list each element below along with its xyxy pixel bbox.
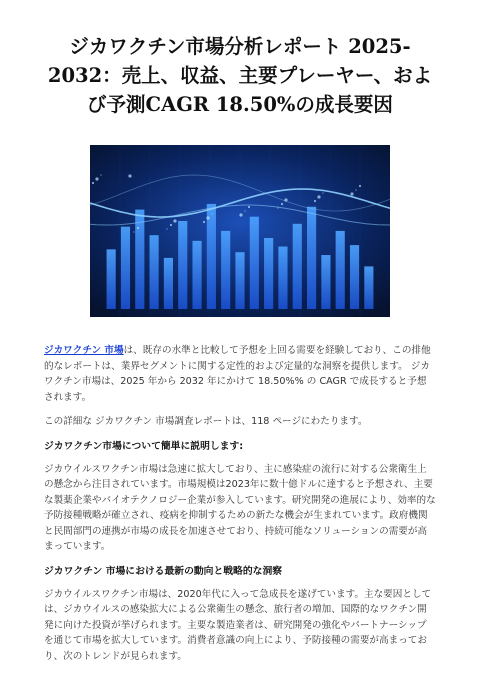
hero-glow-dot bbox=[203, 221, 205, 223]
hero-glow-dot bbox=[206, 216, 209, 219]
hero-glow-dot bbox=[100, 174, 101, 175]
section-heading-trends: ジカワクチン 市場における最新の動向と戦略的な洞察 bbox=[44, 565, 283, 577]
hero-glow-dot bbox=[239, 213, 242, 216]
hero-bar bbox=[321, 255, 330, 309]
hero-glow-dot bbox=[314, 200, 316, 202]
hero-bar bbox=[135, 210, 144, 309]
hero-bar bbox=[235, 252, 244, 309]
hero-glow-dot bbox=[244, 210, 245, 211]
hero-glow-dot bbox=[173, 219, 176, 222]
hero-bar bbox=[278, 247, 287, 309]
hero-glow-dot bbox=[248, 206, 250, 208]
hero-bar bbox=[364, 266, 373, 309]
hero-glow-dot bbox=[350, 192, 353, 195]
hero-bar bbox=[221, 231, 230, 309]
hero-bar bbox=[207, 204, 216, 309]
hero-bar bbox=[307, 207, 316, 309]
hero-glow-dot bbox=[128, 174, 131, 177]
section-body-trends: ジカウイルスワクチン市場は、2020年代に入って急成長を遂げています。主な要因としては、ジカウイルスの感染拡大による公衆衛生の懸念、旅行者の増加、国際的なワクチン開発に向けた投資が挙げられます。主要な製造業者は、研究開発の強化やパートナーシップを通じて市場を拡大しています。消費者意識の向上により、予防接種の需要が高まっており、次のトレンドが見られます。 bbox=[44, 588, 432, 662]
market-link[interactable]: ジカワクチン 市場 bbox=[44, 345, 124, 356]
hero-glow-dot bbox=[277, 207, 278, 208]
hero-glow-dot bbox=[322, 192, 323, 193]
hero-bar bbox=[293, 224, 302, 309]
hero-glow-dot bbox=[317, 195, 320, 198]
intro-paragraph bbox=[44, 343, 436, 405]
hero-glow-dot bbox=[92, 182, 94, 184]
hero-bar bbox=[107, 249, 116, 309]
hero-glow-dot bbox=[137, 227, 139, 229]
hero-bar bbox=[264, 238, 273, 309]
hero-bar bbox=[336, 231, 345, 309]
hero-glow-dot bbox=[170, 224, 172, 226]
hero-bar bbox=[350, 245, 359, 309]
hero-bar bbox=[164, 258, 173, 309]
hero-glow-dot bbox=[281, 203, 283, 205]
hero-glow-dot bbox=[355, 189, 356, 190]
hero-glow-dot bbox=[95, 177, 98, 180]
hero-bar bbox=[150, 235, 159, 309]
hero-bar bbox=[121, 227, 130, 309]
section-heading-overview: ジカワクチン市場について簡単に説明します: bbox=[44, 440, 244, 452]
hero-glow-dot bbox=[133, 231, 134, 232]
section-body-overview: ジカウイルスワクチン市場は急速に拡大しており、主に感染症の流行に対する公衆衛生上の懸念から注目されています。市場規模は2023年に数十億ドルに達すると予想され、主要な製薬企業やバイオテクノロジー企業が参入しています。研究開発の進展により、効率的な予防接種戦略が確立され、疫病を抑制するための新たな機会が生まれています。政府機関と民間部門の連携が市場の成長を加速させており、持続可能なソリューションの需要が高まっています。 bbox=[44, 463, 436, 552]
hero-bar bbox=[178, 221, 187, 309]
hero-bar bbox=[250, 217, 259, 309]
document-body bbox=[44, 343, 436, 664]
hero-glow-dot bbox=[211, 213, 212, 214]
intro-text: は、既存の水準と比較して予想を上回る需要を経験しており、この排他的なレポートは、業界セグメントに関する定性的および定量的な洞察を提供します。 ジカワクチン市場は、2025 年から 2032 年にかけて 18.50%% の CAGR で成長すると予想されます。 bbox=[44, 345, 431, 403]
pages-note: この詳細な ジカワクチン 市場調査レポートは、118 ページにわたります。 bbox=[44, 416, 368, 427]
hero-bar bbox=[192, 241, 201, 309]
hero-glow-dot bbox=[284, 198, 287, 201]
hero-glow-dot bbox=[166, 228, 167, 229]
hero-chart-image bbox=[90, 145, 390, 317]
document-title: ジカワクチン市場分析レポート 2025-2032：売上、収益、主要プレーヤー、および予測CAGR 18.50%の成長要因 bbox=[47, 35, 433, 116]
hero-glow-dot bbox=[359, 185, 361, 187]
